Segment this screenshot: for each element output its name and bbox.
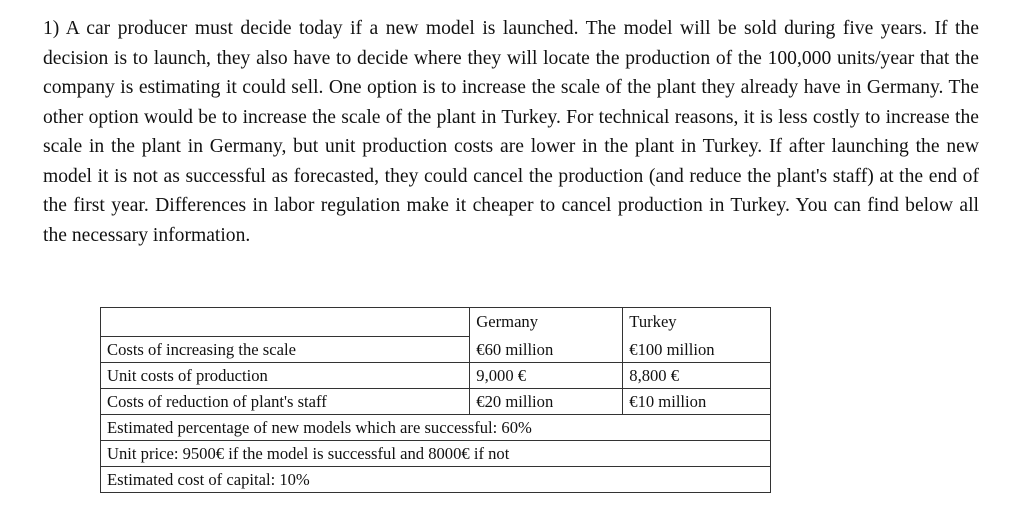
germany-scale-cost: €60 million xyxy=(470,337,623,363)
table-note-row xyxy=(101,415,771,441)
turkey-unit-cost: 8,800 € xyxy=(623,363,771,389)
table-row xyxy=(101,389,771,415)
row-label-staff-reduction: Costs of reduction of plant's staff xyxy=(101,389,470,415)
turkey-scale-cost: €100 million xyxy=(623,337,771,363)
note-success-rate: Estimated percentage of new models which are successful: 60% xyxy=(101,415,771,441)
row-label-scale: Costs of increasing the scale xyxy=(101,337,470,363)
note-unit-price: Unit price: 9500€ if the model is successful and 8000€ if not xyxy=(101,441,771,467)
table-note-row xyxy=(101,467,771,493)
information-table xyxy=(100,307,771,493)
table-note-row xyxy=(101,441,771,467)
row-label-unit-cost: Unit costs of production xyxy=(101,363,470,389)
germany-staff-reduction: €20 million xyxy=(470,389,623,415)
germany-unit-cost: 9,000 € xyxy=(470,363,623,389)
header-empty-cell xyxy=(101,308,470,337)
table-row xyxy=(101,337,771,363)
table-header-row xyxy=(101,308,771,337)
table-row xyxy=(101,363,771,389)
problem-statement: 1) A car producer must decide today if a new model is launched. The model will be sold during five years. If the decision is to launch, they also have to decide where they will locate the production of the 100,000 units/year that the company is estimating it could sell. One option is to increase the scale of the plant they already have in Germany. The other option would be to increase the scale of the plant in Turkey. For technical reasons, it is less costly to increase the scale in the plant in Germany, but unit production costs are lower in the plant in Turkey. If after launching the new model it is not as successful as forecasted, they could cancel the production (and reduce the plant's staff) at the end of the first year. Differences in labor regulation make it cheaper to cancel production in Turkey. You can find below all the necessary information. xyxy=(43,18,979,246)
header-turkey: Turkey xyxy=(623,308,771,337)
header-germany: Germany xyxy=(470,308,623,337)
turkey-staff-reduction: €10 million xyxy=(623,389,771,415)
note-cost-of-capital: Estimated cost of capital: 10% xyxy=(101,467,771,493)
